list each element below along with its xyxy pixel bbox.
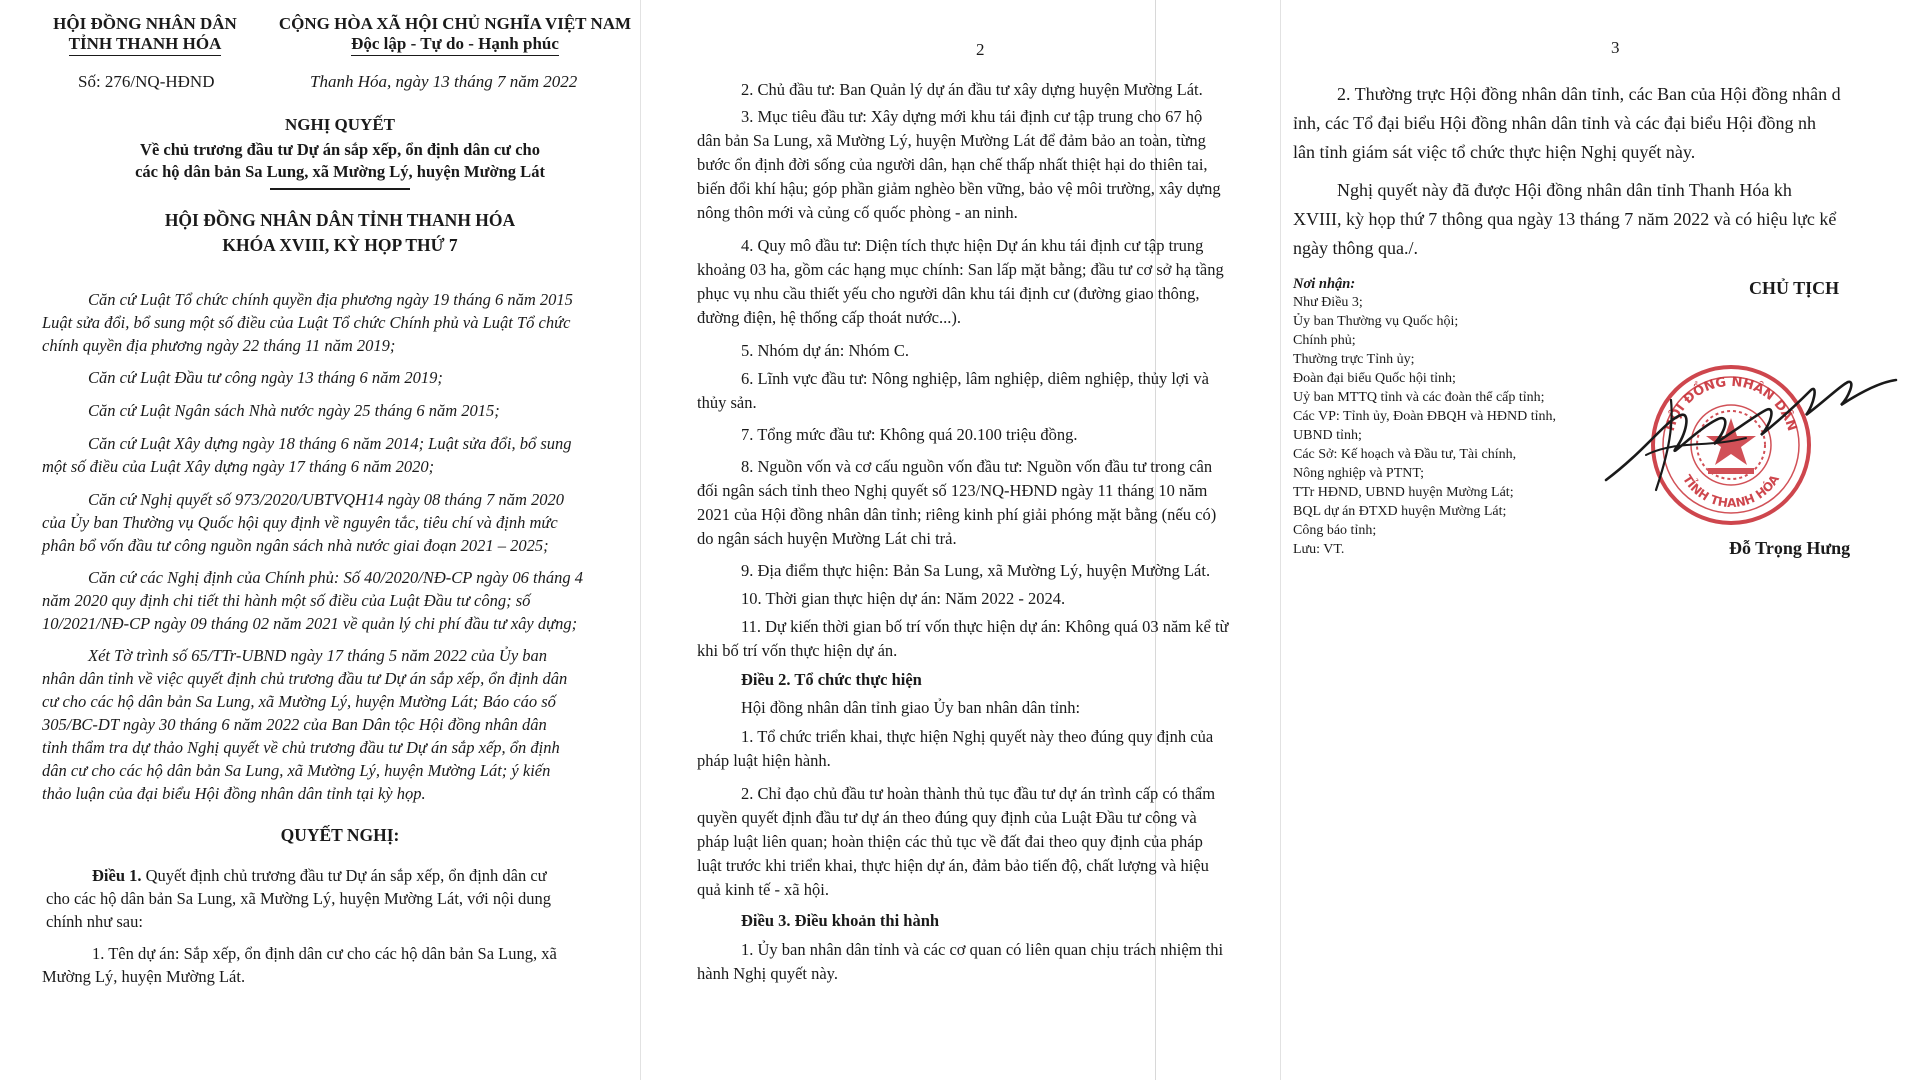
svg-text:TỈNH THANH HÓA: TỈNH THANH HÓA [1679,472,1783,511]
recipient-item: TTr HĐND, UBND huyện Mường Lát; [1293,485,1514,500]
body-line: nông thôn mới và củng cố quốc phòng - an ninh. [697,203,1018,222]
article-1-line-2: cho các hộ dân bản Sa Lung, xã Mường Lý, huyện Mường Lát, với nội dung [46,889,552,908]
basis-line: Căn cứ Luật Ngân sách Nhà nước ngày 25 tháng 6 năm 2015; [88,401,500,420]
recipient-item: Ủy ban Thường vụ Quốc hội; [1293,314,1459,329]
recipient-item: Chính phủ; [1293,333,1356,348]
body-line: 2. Chủ đầu tư: Ban Quản lý dự án đầu tư xây dựng huyện Mường Lát. [741,80,1203,99]
article-2-line: quyền quyết định đầu tư dự án theo đúng quy định của Luật Đầu tư công và [697,808,1197,827]
body-line: 4. Quy mô đầu tư: Diện tích thực hiện Dự án khu tái định cư tập trung [741,236,1204,255]
recipient-item: Lưu: VT. [1293,542,1345,557]
body-line: 2021 của Hội đồng nhân dân tỉnh; riêng kinh phí giải phóng mặt bằng (nếu có) [697,505,1217,524]
basis-line: Căn cứ các Nghị định của Chính phủ: Số 40/2020/NĐ-CP ngày 06 tháng 4 [88,568,583,587]
body-line: 7. Tổng mức đầu tư: Không quá 20.100 triệu đồng. [741,425,1078,444]
body-line: đường điện, hệ thống cấp thoát nước...). [697,308,961,327]
basis-line: chính quyền địa phương ngày 22 tháng 11 năm 2019; [42,336,396,355]
basis-line: thảo luận của đại biểu Hội đồng nhân dân tỉnh tại kỳ họp. [42,784,426,803]
basis-line: 10/2021/NĐ-CP ngày 09 tháng 02 năm 2021 về quản lý chi phí đầu tư xây dựng; [42,614,578,633]
body-line: 9. Địa điểm thực hiện: Bản Sa Lung, xã Mường Lý, huyện Mường Lát. [741,561,1211,580]
recipient-item: Công báo tỉnh; [1293,523,1377,538]
basis-line: Căn cứ Luật Tổ chức chính quyền địa phương ngày 19 tháng 6 năm 2015 [88,290,573,309]
body-line: dân bản Sa Lung, xã Mường Lý, huyện Mường Lát để đảm bảo an toàn, từng [697,131,1206,150]
recipient-item: Nông nghiệp và PTNT; [1293,466,1425,481]
issuing-body [20,14,270,56]
body-line: do ngân sách huyện Mường Lát chi trả. [697,529,957,548]
subject-line-2: các hộ dân bản Sa Lung, xã Mường Lý, huyện Mường Lát [135,162,545,181]
article-1-line-1 [92,866,547,886]
closing-line: XVIII, kỳ họp thứ 7 thông qua ngày 13 tháng 7 năm 2022 và có hiệu lực kể [1293,209,1837,229]
recipient-item: BQL dự án ĐTXD huyện Mường Lát; [1293,504,1507,519]
basis-line: một số điều của Luật Xây dựng ngày 17 tháng 6 năm 2020; [42,457,435,476]
body-line: khoảng 03 ha, gồm các hạng mục chính: San lấp mặt bằng; đầu tư cơ sở hạ tầng [697,260,1224,279]
subject-underline [270,188,410,190]
page-number: 3 [1611,38,1620,57]
closing-line: lân tỉnh giám sát việc tổ chức thực hiện Nghị quyết này. [1293,142,1696,162]
subject-line-1: Về chủ trương đầu tư Dự án sắp xếp, ổn định dân cư cho [140,140,540,159]
council-line-2: KHÓA XVIII, KỲ HỌP THỨ 7 [222,235,458,255]
article-2-line: 1. Tổ chức triển khai, thực hiện Nghị quyết này theo đúng quy định của [741,727,1214,746]
body-line: 10. Thời gian thực hiện dự án: Năm 2022 - 2024. [741,589,1066,608]
basis-line: phân bổ vốn đầu tư công nguồn ngân sách nhà nước giai đoạn 2021 – 2025; [42,536,549,555]
basis-line: năm 2020 quy định chi tiết thi hành một số điều của Luật Đầu tư công; số [42,591,531,610]
document-type: NGHỊ QUYẾT [284,115,396,134]
recipient-item: UBND tỉnh; [1293,428,1362,443]
basis-line: dân cư cho các hộ dân bản Sa Lung, xã Mường Lý, huyện Mường Lát; ý kiến [42,761,551,780]
article-2-line: Hội đồng nhân dân tỉnh giao Ủy ban nhân dân tỉnh: [741,698,1081,717]
signature-icon [1586,360,1906,500]
signer-title: CHỦ TỊCH [1749,278,1840,298]
basis-line: Căn cứ Nghị quyết số 973/2020/UBTVQH14 ngày 08 tháng 7 năm 2020 [88,490,565,509]
article-1-text: Quyết định chủ trương đầu tư Dự án sắp xếp, ổn định dân cư [141,866,547,885]
org-line-2: TỈNH THANH HÓA [69,34,222,56]
body-line: 3. Mục tiêu đầu tư: Xây dựng mới khu tái định cư tập trung cho 67 hộ [741,107,1203,126]
recipient-item: Như Điều 3; [1293,295,1363,310]
basis-line: của Ủy ban Thường vụ Quốc hội quy định về nguyên tắc, tiêu chí và định mức [42,513,558,532]
article-2-line: pháp luật hiện hành. [697,751,831,770]
document-number: Số: 276/NQ-HĐND [78,72,215,91]
closing-line: 2. Thường trực Hội đồng nhân dân tỉnh, các Ban của Hội đồng nhân d [1337,84,1841,104]
body-line: 8. Nguồn vốn và cơ cấu nguồn vốn đầu tư: Nguồn vốn đầu tư trong cân [741,457,1213,476]
basis-line: Luật sửa đổi, bổ sung một số điều của Luật Tổ chức Chính phủ và Luật Tổ chức [42,313,571,332]
closing-line: ngày thông qua./. [1293,238,1418,258]
article-3-line: hành Nghị quyết này. [697,964,838,983]
national-motto [270,14,640,56]
recipient-item: Các VP: Tỉnh ủy, Đoàn ĐBQH và HĐND tỉnh, [1293,409,1557,424]
document-page-3 [1280,0,1920,1080]
body-line: phục vụ nhu cầu thiết yếu cho người dân khu tái định cư (đường giao thông, [697,284,1200,303]
article-1-label: Điều 1. [92,866,142,885]
recipient-item: Thường trực Tỉnh ủy; [1293,352,1415,367]
body-line: đối ngân sách tỉnh theo Nghị quyết số 123/NQ-HĐND ngày 11 tháng 10 năm [697,481,1208,500]
item-1-line-2: Mường Lý, huyện Mường Lát. [42,967,246,986]
article-2-heading: Điều 2. Tổ chức thực hiện [741,670,922,689]
closing-line: Nghị quyết này đã được Hội đồng nhân dân tỉnh Thanh Hóa kh [1337,180,1792,200]
page-number: 2 [976,40,985,59]
basis-line: Căn cứ Luật Đầu tư công ngày 13 tháng 6 năm 2019; [88,368,443,387]
item-1-line-1: 1. Tên dự án: Sắp xếp, ổn định dân cư cho các hộ dân bản Sa Lung, xã [92,944,557,963]
body-line: 5. Nhóm dự án: Nhóm C. [741,341,909,360]
basis-line: cư cho các hộ dân bản Sa Lung, xã Mường Lý, huyện Mường Lát; Báo cáo số [42,692,556,711]
article-1-line-3: chính như sau: [46,912,143,931]
document-page-1 [0,0,640,1080]
recipients-label: Nơi nhận: [1293,276,1356,292]
nation-line-1: CỘNG HÒA XÃ HỘI CHỦ NGHĨA VIỆT NAM [278,14,632,33]
article-2-line: 2. Chỉ đạo chủ đầu tư hoàn thành thủ tục đầu tư dự án trình cấp có thẩm [741,784,1216,803]
place-and-date: Thanh Hóa, ngày 13 tháng 7 năm 2022 [310,72,578,91]
closing-line: ỉnh, các Tổ đại biểu Hội đồng nhân dân tỉnh và các đại biểu Hội đồng nh [1293,113,1817,133]
recipient-item: Các Sở: Kế hoạch và Đầu tư, Tài chính, [1293,447,1517,462]
basis-line: Căn cứ Luật Xây dựng ngày 18 tháng 6 năm 2014; Luật sửa đổi, bổ sung [88,434,572,453]
basis-line: tỉnh thẩm tra dự thảo Nghị quyết về chủ trương đầu tư Dự án sắp xếp, ổn định [42,738,560,757]
nation-line-2: Độc lập - Tự do - Hạnh phúc [351,34,559,56]
basis-line: nhân dân tỉnh về việc quyết định chủ trương đầu tư Dự án sắp xếp, ổn định dân [42,669,568,688]
basis-line: Xét Tờ trình số 65/TTr-UBND ngày 17 tháng 5 năm 2022 của Ủy ban [88,646,548,665]
body-line: biến đổi khí hậu; góp phần giảm nghèo bền vững, bảo vệ môi trường, xây dựng [697,179,1221,198]
body-line: bước ổn định đời sống của người dân, hạn chế thấp nhất thiệt hại do thiên tai, [697,155,1208,174]
recipient-item: Đoàn đại biểu Quốc hội tỉnh; [1293,371,1456,386]
body-line: 11. Dự kiến thời gian bố trí vốn thực hiện dự án: Không quá 03 năm kể từ [741,617,1229,636]
article-3-line: 1. Ủy ban nhân dân tỉnh và các cơ quan có liên quan chịu trách nhiệm thi [741,940,1224,959]
body-line: 6. Lĩnh vực đầu tư: Nông nghiệp, lâm nghiệp, diêm nghiệp, thủy lợi và [741,369,1209,388]
org-line-1: HỘI ĐỒNG NHÂN DÂN [53,14,237,33]
recipient-item: Uỷ ban MTTQ tỉnh và các đoàn thể cấp tỉnh; [1293,390,1545,405]
article-3-heading: Điều 3. Điều khoản thi hành [741,911,940,930]
signer-name: Đỗ Trọng Hưng [1729,538,1851,558]
council-line-1: HỘI ĐỒNG NHÂN DÂN TỈNH THANH HÓA [164,210,516,230]
body-line: thủy sản. [697,393,757,412]
article-2-line: quả kinh tế - xã hội. [697,880,829,899]
body-line: khi bố trí vốn thực hiện dự án. [697,641,898,660]
decide-heading: QUYẾT NGHỊ: [280,825,400,845]
article-2-line: pháp luật liên quan; hoàn thiện các thủ tục về đất đai theo quy định của pháp [697,832,1203,851]
document-page-2 [640,0,1280,1080]
svg-text:HỘI ĐỒNG NHÂN DÂN: HỘI ĐỒNG NHÂN DÂN [1662,374,1800,434]
article-2-line: luật trước khi triển khai, thực hiện dự án, đảm bảo tiến độ, chất lượng và hiệu [697,856,1209,875]
basis-line: 305/BC-DT ngày 30 tháng 6 năm 2022 của Ban Dân tộc Hội đồng nhân dân [42,715,547,734]
